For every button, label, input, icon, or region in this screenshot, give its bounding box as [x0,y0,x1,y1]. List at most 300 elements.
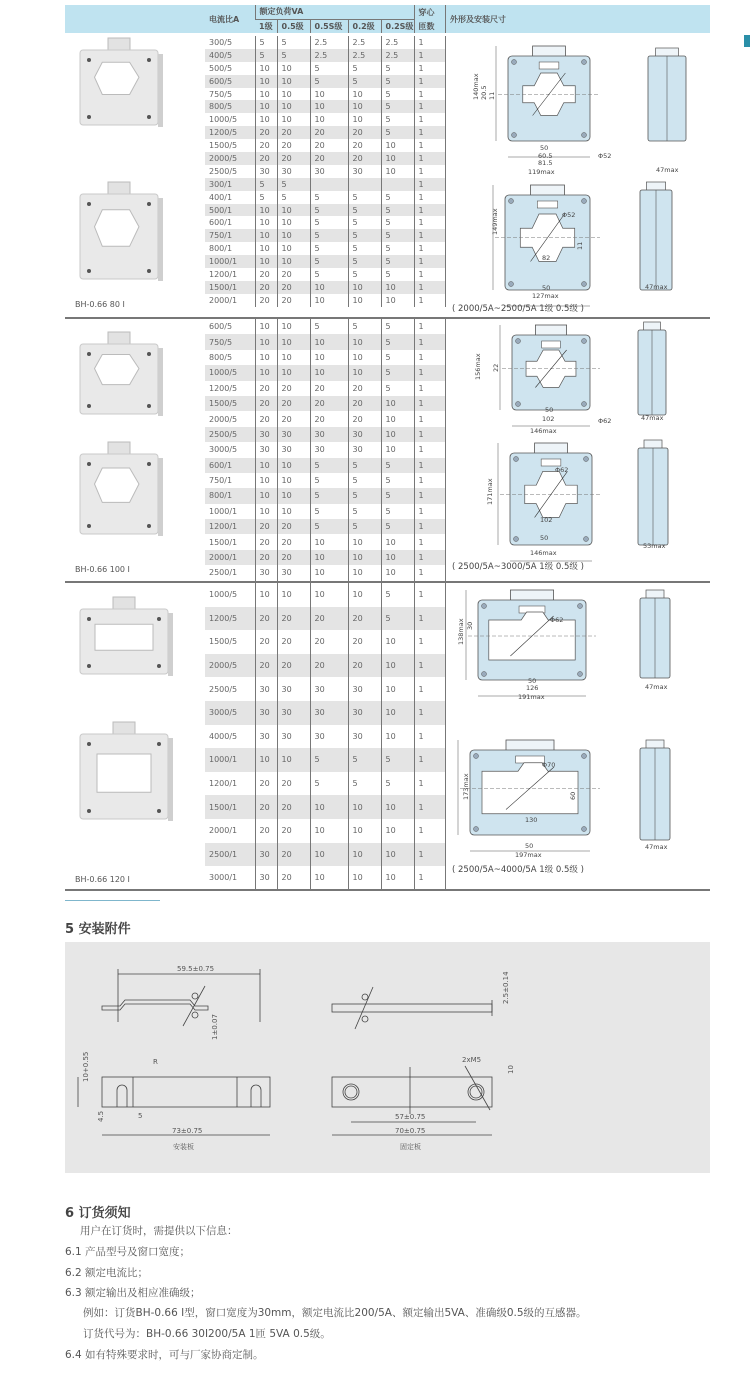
ratio-cell: 3000/5 [209,445,238,455]
header-turns-bottom: 匝数 [414,19,445,33]
order-item: 6.3 额定输出及相应准确级； [65,1287,201,1299]
nameplate [542,341,561,348]
value-cell: 5 [310,268,348,281]
value-cell: 5 [381,268,414,281]
value-cell: 20 [255,381,277,396]
screw-hole [582,133,587,138]
header-class: 0.5级 [277,19,310,33]
value-cell: 10 [310,88,348,101]
ratio-cell: 750/1 [205,229,255,242]
value-cell: 10 [255,88,277,101]
value-cell: 10 [277,488,310,503]
ratio-cell: 500/5 [209,63,233,73]
ratio-cell: 1000/1 [205,255,255,268]
ratio-cell: 1200/1 [209,269,238,279]
value-cell: 1 [414,204,445,217]
side-dimension-label: 47max [645,683,668,691]
dimension-label: 81.5 [538,159,553,167]
value-cell: 5 [381,488,414,503]
screw-hole [582,199,587,204]
ratio-cell: 2000/5 [209,414,238,424]
value-cell: 10 [310,565,348,580]
value-cell: 5 [381,100,414,113]
value-cell: 20 [348,411,381,426]
value-cell: 10 [381,139,414,152]
value-cell: 1 [414,565,445,580]
ratio-cell: 1200/1 [205,519,255,534]
dimension-label: 102 [540,516,553,524]
value-cell: 5 [310,216,348,229]
value-cell: 20 [310,411,348,426]
value-cell: 10 [277,75,310,88]
value-cell: 20 [255,819,277,843]
value-cell: 20 [255,654,277,678]
value-cell: 20 [277,294,310,307]
screw-hole [582,339,587,344]
value-cell: 20 [277,843,310,867]
ratio-cell: 800/1 [209,244,233,254]
value-cell: 10 [277,334,310,349]
value-cell: 10 [381,550,414,565]
ratio-cell: 1000/5 [209,590,238,600]
dimension-label: Φ52 [598,152,612,160]
value-cell: 1 [414,504,445,519]
value-cell: 10 [381,152,414,165]
value-cell: 5 [255,36,277,49]
value-cell: 30 [310,427,348,442]
value-cell: 30 [255,565,277,580]
value-cell: 1 [414,725,445,749]
value-cell: 20 [310,381,348,396]
dimension-label: Φ62 [598,417,612,425]
screw-hole [509,199,514,204]
dim-h1: 10+0.55 [82,1051,90,1082]
value-cell: 10 [310,583,348,607]
dim-slot-h: 4.5 [97,1110,105,1122]
value-cell: 5 [381,607,414,631]
value-cell: 10 [255,350,277,365]
ratio-cell: 1000/1 [205,748,255,772]
value-cell: 10 [381,281,414,294]
value-cell: 5 [348,242,381,255]
dimension-label: 11 [488,91,496,100]
value-cell: 10 [277,583,310,607]
header-drawing: 外形及安装尺寸 [450,15,506,24]
ratio-cell: 3000/1 [209,873,238,883]
drawing-caption: ( 2000/5A~2500/5A 1级 0.5级 ) [452,304,584,314]
dim-len1: 73±0.75 [172,1127,203,1135]
value-cell: 1 [414,88,445,101]
value-cell: 1 [414,583,445,607]
dimension-label: 119max [528,168,555,176]
ratio-cell: 2500/1 [205,843,255,867]
value-cell: 5 [310,242,348,255]
value-cell: 5 [381,748,414,772]
value-cell: 1 [414,294,445,307]
dimension-label: 50 [540,144,549,152]
value-cell: 10 [381,701,414,725]
value-cell: 5 [277,191,310,204]
side-dimension-label: 47max [656,166,679,174]
value-cell: 10 [277,100,310,113]
dimension-label: Φ62 [555,466,569,474]
value-cell: 10 [310,334,348,349]
value-cell: 30 [310,677,348,701]
value-cell: 5 [255,49,277,62]
dimension-label: 197max [515,851,542,859]
value-cell: 1 [414,216,445,229]
screw-hole [578,604,583,609]
dimension-label: 50 [545,406,554,414]
dimension-label: 171max [486,478,494,505]
value-cell: 1 [414,550,445,565]
value-cell: 30 [348,165,381,178]
value-cell: 20 [277,630,310,654]
header-class: 0.5S级 [310,19,348,33]
value-cell: 1 [414,396,445,411]
value-cell: 5 [381,365,414,380]
value-cell: 1 [414,427,445,442]
value-cell: 10 [310,350,348,365]
value-cell: 1 [414,488,445,503]
ratio-cell: 750/1 [209,476,233,486]
value-cell: 20 [277,519,310,534]
value-cell: 5 [381,772,414,796]
value-cell: 20 [255,411,277,426]
side-dimension-label: 47max [645,843,668,851]
value-cell: 10 [277,242,310,255]
dimension-label: 50 [542,284,551,292]
dimension-label: 102 [542,415,555,423]
value-cell: 10 [310,550,348,565]
ratio-cell: 2000/5 [205,654,255,678]
value-cell: 20 [255,294,277,307]
value-cell: 5 [277,49,310,62]
value-cell: 10 [310,843,348,867]
value-cell: 30 [255,427,277,442]
value-cell: 10 [277,88,310,101]
value-cell: 20 [255,152,277,165]
value-cell: 10 [255,255,277,268]
value-cell: 20 [277,126,310,139]
value-cell: 10 [310,281,348,294]
header-turns: 穿心 [414,5,445,19]
ratio-cell: 300/1 [205,178,255,191]
value-cell: 1 [414,319,445,334]
nameplate [516,756,545,763]
value-cell: 5 [348,255,381,268]
value-cell: 10 [255,473,277,488]
ratio-cell: 800/1 [205,488,255,503]
product-photo [75,36,175,140]
value-cell: 20 [277,795,310,819]
dimension-label: 30 [466,621,474,630]
dimension-label: Φ62 [550,616,564,624]
value-cell: 30 [348,677,381,701]
value-cell: 20 [277,396,310,411]
ratio-cell: 2500/5 [209,684,238,694]
dim-m5: 2xM5 [462,1056,482,1064]
terminal-block [506,740,554,751]
value-cell: 5 [381,88,414,101]
value-cell: 20 [255,268,277,281]
value-cell: 1 [414,281,445,294]
value-cell: 20 [277,819,310,843]
value-cell: 30 [348,442,381,457]
section5-title: 5 安装附件 [65,922,131,937]
dim-r: R [153,1058,158,1066]
value-cell: 5 [381,216,414,229]
value-cell: 1 [414,411,445,426]
value-cell: 10 [348,866,381,890]
ratio-cell: 2500/5 [205,427,255,442]
value-cell: 5 [381,504,414,519]
value-cell: 20 [277,411,310,426]
value-cell: 5 [348,268,381,281]
value-cell: 30 [310,701,348,725]
terminal-block [535,325,566,336]
value-cell: 20 [277,550,310,565]
value-cell: 1 [414,178,445,191]
value-cell: 10 [277,319,310,334]
value-cell: 30 [277,725,310,749]
value-cell: 5 [381,334,414,349]
value-cell: 5 [381,62,414,75]
product-photo [75,180,175,294]
value-cell: 10 [255,216,277,229]
value-cell: 1 [414,748,445,772]
value-cell: 10 [277,204,310,217]
value-cell: 20 [277,381,310,396]
value-cell: 5 [310,473,348,488]
dimension-label: 156max [474,353,482,380]
value-cell: 5 [381,519,414,534]
screw-hole [514,537,519,542]
value-cell: 10 [255,583,277,607]
value-cell: 10 [381,843,414,867]
value-cell: 5 [255,191,277,204]
value-cell: 2.5 [348,49,381,62]
value-cell: 5 [310,204,348,217]
order-item: 6.1 产品型号及窗口宽度； [65,1246,191,1258]
value-cell: 5 [310,504,348,519]
value-cell: 30 [277,565,310,580]
dimension-label: 11 [576,241,584,250]
value-cell: 20 [277,534,310,549]
screw-hole [482,604,487,609]
value-cell: 5 [381,458,414,473]
value-cell: 2.5 [310,36,348,49]
label-mount-plate: 安装板 [173,1143,194,1151]
value-cell: 20 [277,607,310,631]
model-label: BH-0.66 100 I [75,565,130,574]
ratio-cell: 1500/5 [205,396,255,411]
ratio-cell: 2000/1 [209,826,238,836]
value-cell: 10 [381,411,414,426]
terminal-block [531,185,565,196]
value-cell: 5 [348,519,381,534]
value-cell: 20 [255,630,277,654]
value-cell: 1 [414,62,445,75]
value-cell: 20 [277,152,310,165]
model-label: BH-0.66 120 I [75,875,130,884]
screw-hole [516,402,521,407]
ratio-cell: 1200/5 [209,383,238,393]
value-cell: 10 [277,62,310,75]
screw-hole [584,457,589,462]
value-cell: 10 [381,795,414,819]
value-cell: 30 [310,442,348,457]
value-cell: 5 [255,178,277,191]
value-cell: 30 [277,427,310,442]
ratio-cell: 2000/1 [205,550,255,565]
value-cell: 20 [255,281,277,294]
value-cell: 10 [348,534,381,549]
value-cell: 10 [348,88,381,101]
value-cell: 1 [414,701,445,725]
ratio-cell: 400/5 [205,49,255,62]
value-cell: 5 [348,504,381,519]
screw-hole [514,457,519,462]
value-cell: 10 [277,229,310,242]
terminal-block [510,590,553,601]
dimension-label: 60.5 [538,152,553,160]
value-cell: 30 [277,442,310,457]
dimension-label: 146max [530,427,557,435]
ratio-cell: 1000/5 [205,365,255,380]
value-cell: 10 [277,473,310,488]
value-cell: 5 [310,772,348,796]
value-cell: 30 [310,725,348,749]
value-cell: 10 [348,294,381,307]
ratio-cell: 2000/1 [209,295,238,305]
screw-hole [512,133,517,138]
value-cell: 10 [255,229,277,242]
value-cell: 20 [348,607,381,631]
value-cell: 30 [348,725,381,749]
value-cell: 5 [381,191,414,204]
value-cell: 10 [310,795,348,819]
value-cell: 10 [310,866,348,890]
value-cell: 10 [381,565,414,580]
value-cell: 5 [348,191,381,204]
value-cell: 10 [381,442,414,457]
value-cell: 30 [255,165,277,178]
value-cell: 20 [310,139,348,152]
value-cell: 10 [255,458,277,473]
value-cell: 10 [255,334,277,349]
value-cell: 10 [277,365,310,380]
dim-slot-w: 5 [138,1112,143,1120]
value-cell: 10 [310,365,348,380]
dim-thick2: 2.5±0.14 [502,971,510,1004]
dimension-label: 146max [530,549,557,557]
terminal-block [535,443,568,454]
value-cell: 1 [414,350,445,365]
value-cell: 5 [381,319,414,334]
value-cell: 5 [381,255,414,268]
screw-hole [584,537,589,542]
ratio-cell: 3000/5 [205,701,255,725]
value-cell: 10 [255,100,277,113]
dim-len2: 70±0.75 [395,1127,426,1135]
ratio-cell: 1500/1 [205,795,255,819]
value-cell: 5 [310,519,348,534]
product-photo [75,595,175,689]
section6-title: 6 订货须知 [65,1206,131,1221]
value-cell: 5 [381,113,414,126]
dimension-label: 140max [472,73,480,100]
value-cell: 20 [348,126,381,139]
dim-pitch: 57±0.75 [395,1113,426,1121]
dimension-label: 50 [528,677,537,685]
value-cell: 10 [381,165,414,178]
dimension-label: 130 [525,816,538,824]
value-cell: 1 [414,49,445,62]
value-cell: 1 [414,795,445,819]
value-cell: 10 [255,62,277,75]
value-cell: 10 [255,748,277,772]
value-cell: 10 [255,204,277,217]
screw-hole [512,60,517,65]
value-cell: 5 [381,583,414,607]
value-cell: 20 [277,268,310,281]
screw-hole [578,672,583,677]
value-cell: 10 [348,334,381,349]
screw-hole [582,754,587,759]
order-item: 6.2 额定电流比； [65,1267,149,1279]
value-cell: 20 [277,281,310,294]
value-cell: 5 [381,350,414,365]
value-cell: 2.5 [348,36,381,49]
value-cell: 10 [348,100,381,113]
product-photo [75,720,175,834]
accessory-drawing-panel [65,942,710,1173]
value-cell: 10 [348,550,381,565]
header-load: 额定负荷VA [255,5,414,19]
value-cell: 5 [310,62,348,75]
value-cell: 5 [348,204,381,217]
screw-hole [509,282,514,287]
value-cell: 1 [414,607,445,631]
value-cell: 5 [348,216,381,229]
value-cell: 1 [414,152,445,165]
ratio-cell: 600/5 [209,322,233,332]
ratio-cell: 300/5 [209,37,233,47]
value-cell: 5 [348,62,381,75]
ratio-cell: 750/5 [205,334,255,349]
value-cell: 1 [414,191,445,204]
ratio-cell: 1200/5 [205,126,255,139]
value-cell: 20 [255,139,277,152]
value-cell: 10 [255,75,277,88]
value-cell: 20 [255,534,277,549]
value-cell: 30 [255,442,277,457]
value-cell: 10 [310,819,348,843]
value-cell: 1 [414,819,445,843]
accessory-drawing [65,942,710,1173]
dim-top-len: 59.5±0.75 [177,965,215,973]
header-class: 1级 [259,21,273,31]
value-cell: 20 [255,396,277,411]
value-cell: 1 [414,334,445,349]
value-cell: 30 [310,165,348,178]
value-cell: 5 [310,75,348,88]
screw-hole [582,827,587,832]
value-cell: 1 [414,843,445,867]
dimension-label: 82 [542,254,551,262]
value-cell: 10 [255,365,277,380]
